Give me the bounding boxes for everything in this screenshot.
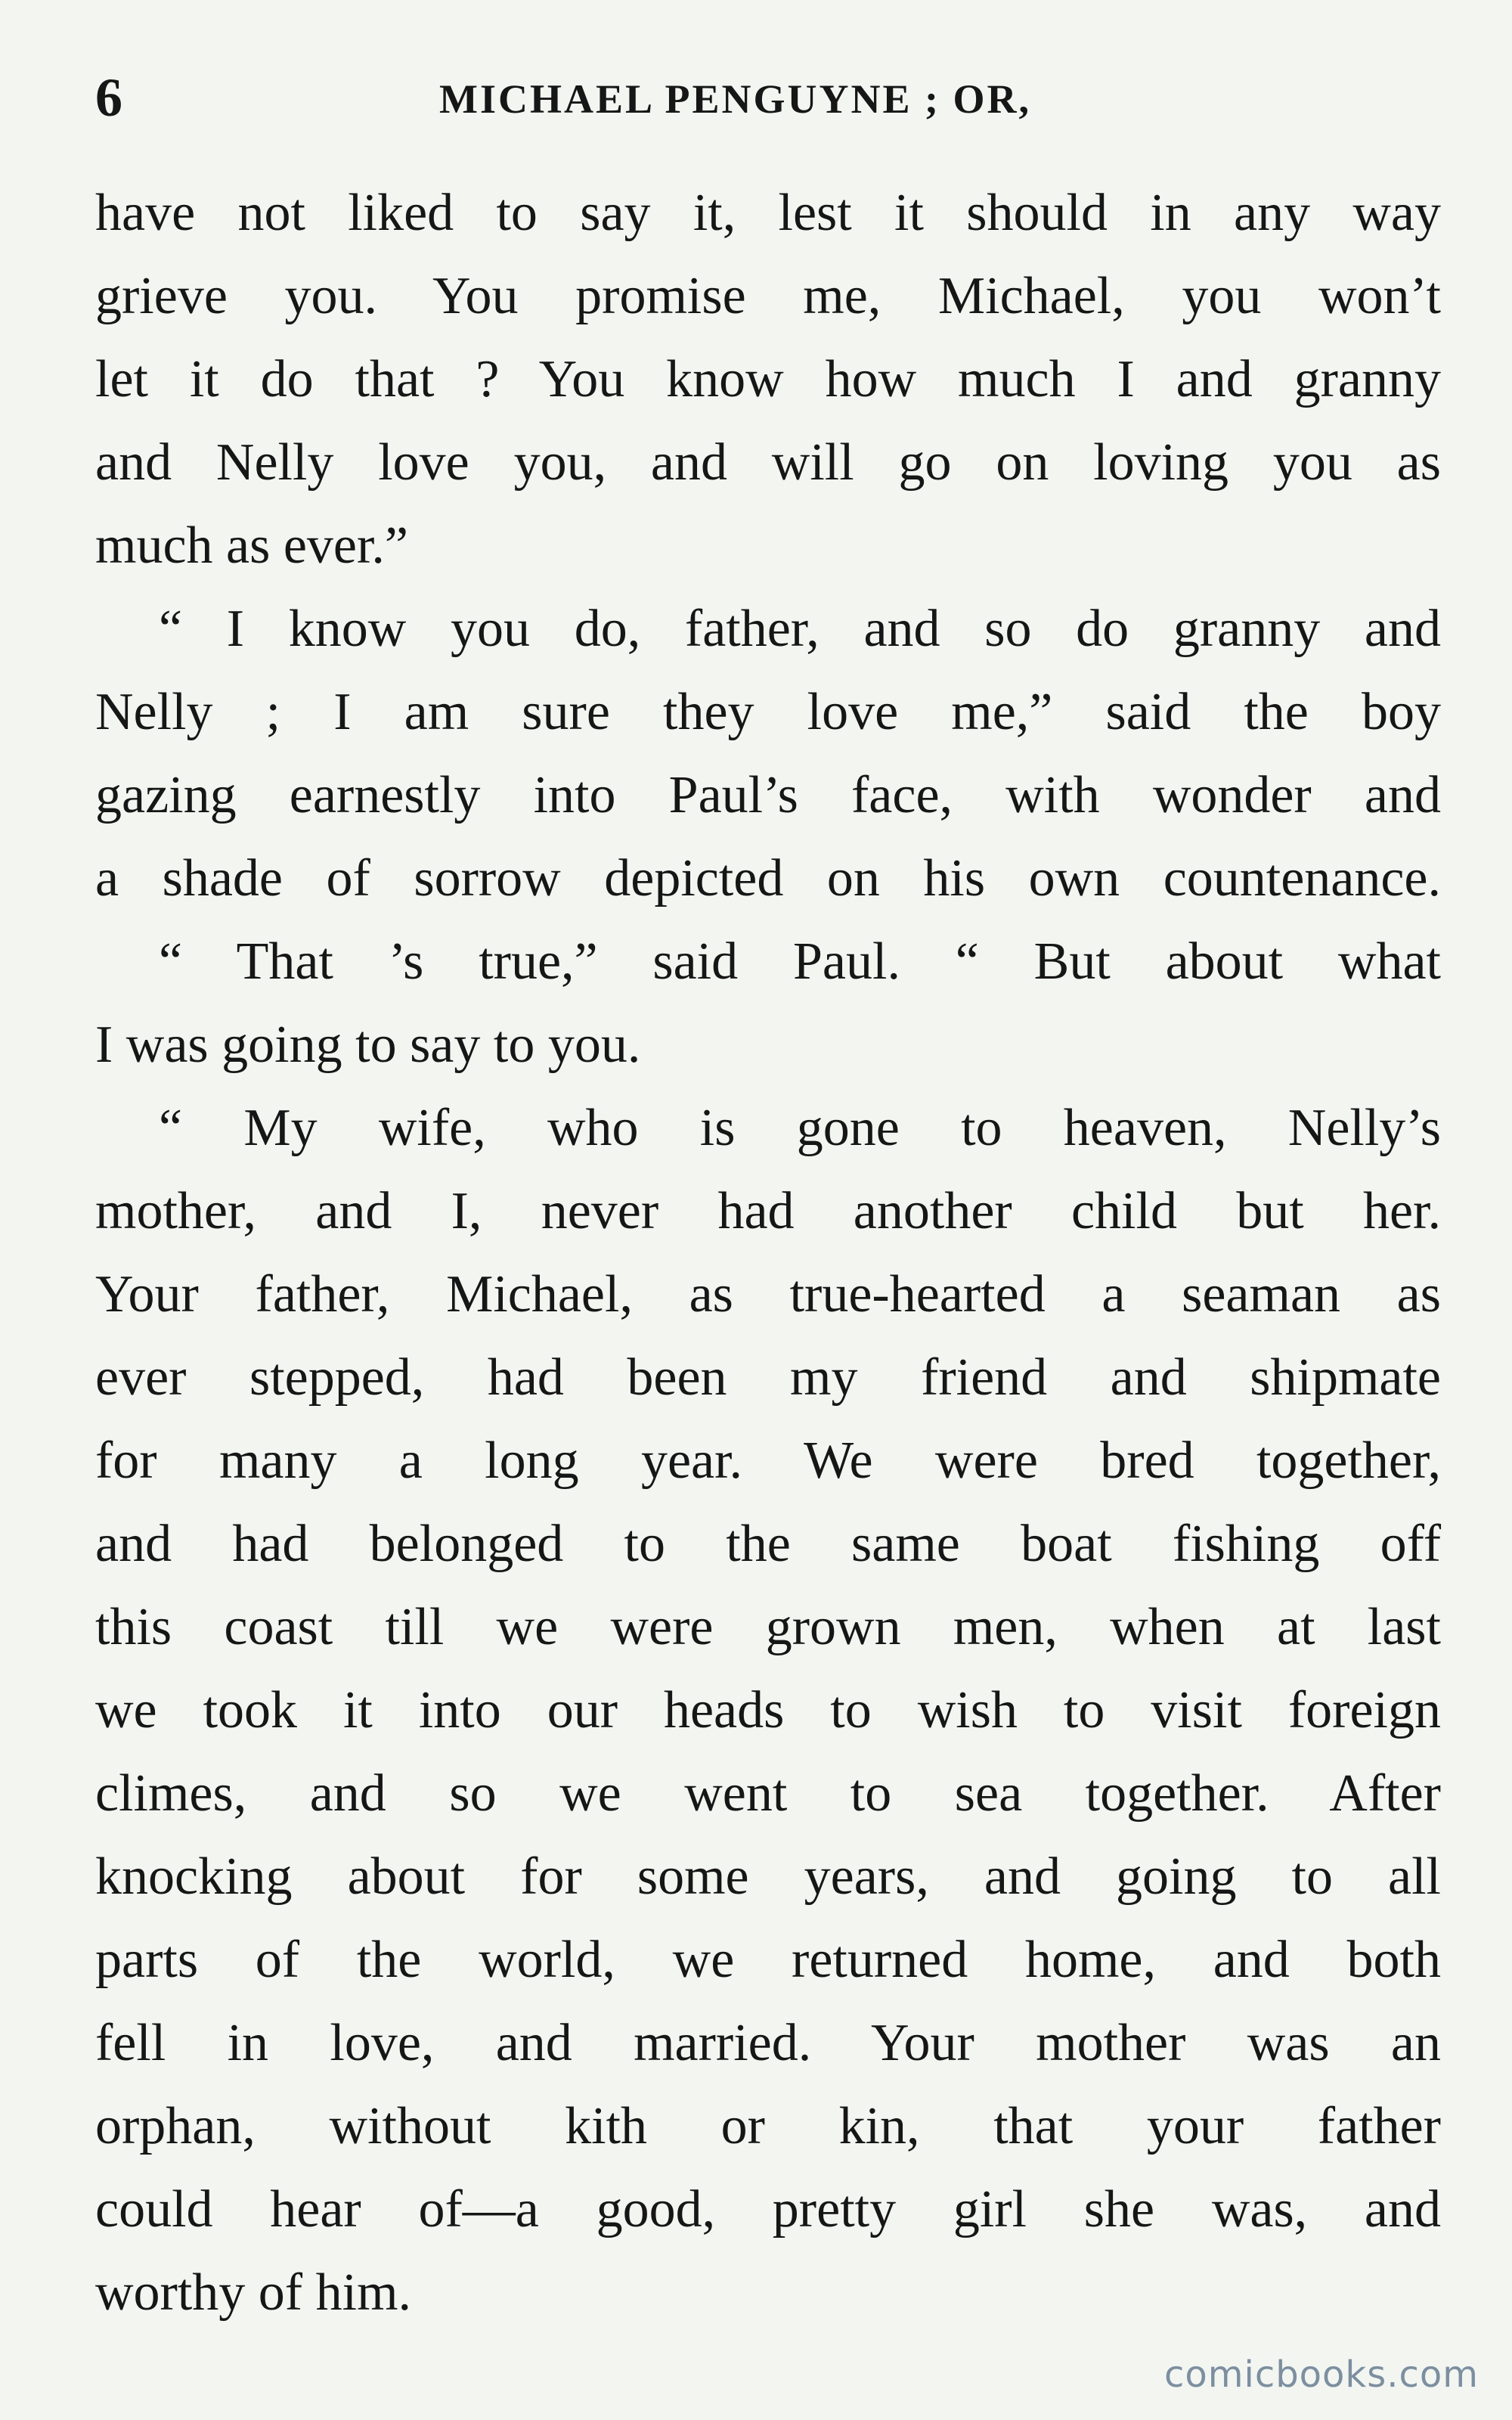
watermark: comicbooks.com <box>1163 2353 1479 2396</box>
text-line: “ My wife, who is gone to heaven, Nelly’s <box>159 1099 1441 1157</box>
text-line: let it do that ? You know how much I and granny <box>95 350 1441 408</box>
text-line: gazing earnestly into Paul’s face, with wonder and <box>95 766 1441 824</box>
text-line: Nelly ; I am sure they love me,” said the boy <box>95 683 1441 741</box>
text-line: knocking about for some years, and going to all <box>95 1848 1441 1906</box>
page-number: 6 <box>95 67 122 128</box>
text-line: mother, and I, never had another child but her. <box>95 1182 1441 1240</box>
text-line: “ I know you do, father, and so do granny and <box>159 600 1441 658</box>
text-line: ever stepped, had been my friend and shipmate <box>95 1348 1441 1407</box>
text-line: grieve you. You promise me, Michael, you won’t <box>95 267 1441 325</box>
text-line: I was going to say to you. <box>95 1016 641 1074</box>
text-line: could hear of—a good, pretty girl she was, and <box>95 2180 1441 2238</box>
text-line: “ That ’s true,” said Paul. “ But about what <box>159 932 1441 991</box>
running-head <box>95 64 1427 132</box>
text-line: and Nelly love you, and will go on loving you as <box>95 433 1441 492</box>
text-line: fell in love, and married. Your mother was an <box>95 2014 1441 2072</box>
text-line: parts of the world, we returned home, and both <box>95 1931 1441 1989</box>
text-line: for many a long year. We were bred together, <box>95 1432 1441 1490</box>
text-line: worthy of him. <box>95 2263 412 2322</box>
text-line: and had belonged to the same boat fishing off <box>95 1515 1441 1573</box>
text-line: Your father, Michael, as true-hearted a seaman as <box>95 1265 1441 1323</box>
text-line: climes, and so we went to sea together. After <box>95 1764 1441 1823</box>
text-line: a shade of sorrow depicted on his own countenance. <box>95 849 1441 908</box>
text-line: orphan, without kith or kin, that your father <box>95 2097 1441 2155</box>
text-line: have not liked to say it, lest it should in any way <box>95 184 1441 242</box>
body-text <box>95 172 1441 2335</box>
running-title: MICHAEL PENGUYNE ; OR, <box>439 76 1032 122</box>
text-line: this coast till we were grown men, when at last <box>95 1598 1441 1656</box>
text-line: much as ever.” <box>95 517 408 575</box>
text-line: we took it into our heads to wish to visit foreign <box>95 1681 1441 1739</box>
